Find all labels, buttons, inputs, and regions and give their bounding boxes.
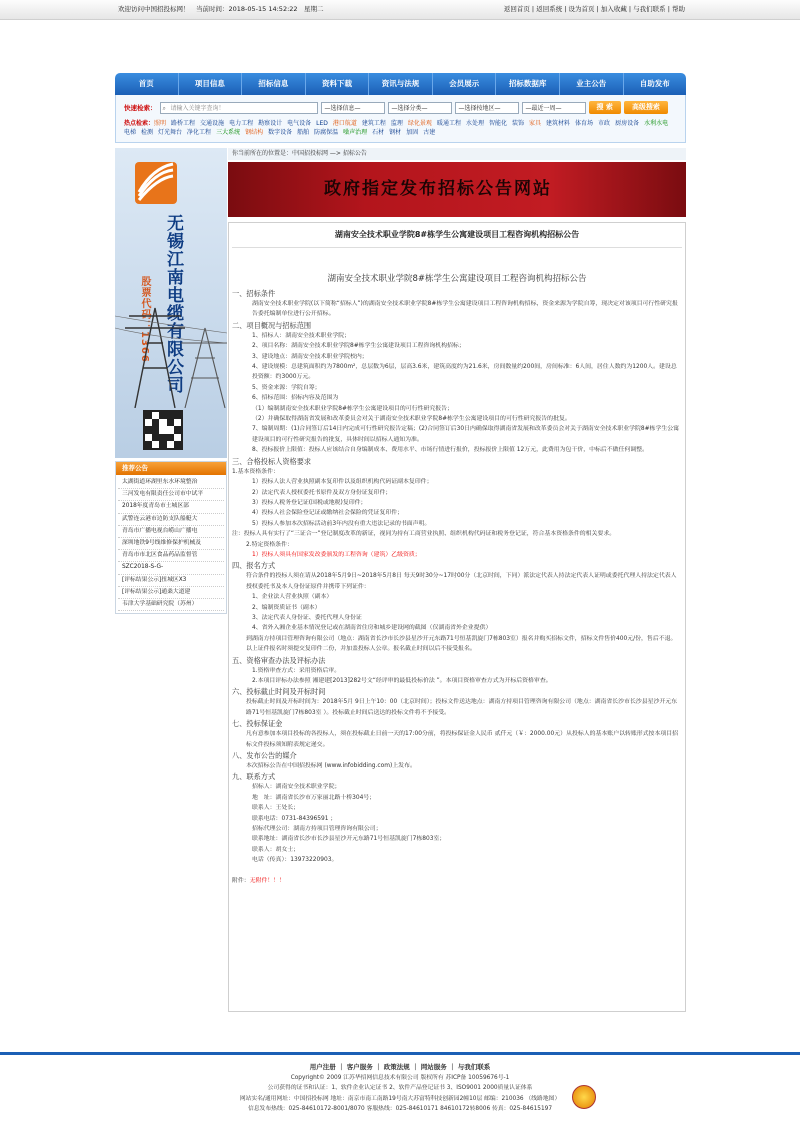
paragraph: 凡有意参加本项目投标的各投标人，须在投标截止日前一天的17:00分前，将投标保证金人民币 贰仟元（￥：2000.00元）从投标人的基本账户以转账形式按本项目招标文件投标须知附表规定递交。 [246,731,678,748]
hot-keyword[interactable]: 电梯 [124,129,137,136]
banner-title: 政府指定发布招标公告网站 [324,179,552,199]
list-item[interactable]: 太湖街道环湖里东水环境整治 [118,477,224,489]
footer-address: 网站实名/通用网址：中国招投标网 地址：南京市南工南路19号南大苏富特科技创新园2幢10层 邮编：210036 （线路地图） [239,1095,561,1102]
link-system[interactable]: 返回系统 [536,5,563,13]
paragraph: 2.特定资格条件： [246,541,293,548]
nav-item[interactable]: 首页 [115,73,179,95]
section-heading: 八、发布公告的媒介 [232,751,297,761]
breadcrumb: 你当前所在的位置是：中国招投标网 —> 招标公告 [228,148,686,160]
hot-keyword[interactable]: 检测 [141,129,154,136]
nav-item[interactable]: 招标信息 [242,73,306,95]
hot-keyword[interactable]: 家具 [529,120,542,127]
hot-keyword[interactable]: 三大系统 [216,129,241,136]
paragraph: 到湖南方持项目管理咨询有限公司（地点：湖南省长沙市长沙县星沙开元东路71号恒基凯旋门7栋803室）报名并购买招标文件，招标文件售价400元/份，售后不退。以上证件报名时须提交复印件二份，并加盖投标人公章。报名截止时间以后不接受报名。 [246,635,677,653]
section-heading: 四、报名方式 [232,561,276,571]
list-item: 3）投标人税务登记证(国税或地税)复印件； [252,499,367,506]
hot-keyword[interactable]: 电气设备 [287,120,312,127]
hot-keyword[interactable]: 加固 [406,129,419,136]
list-item: 5）投标人参加本次招标活动前3年内没有重大违法记录的书面声明。 [252,520,431,527]
welcome-text: 欢迎访问中国招投标网！ 当前时间：2018-05-15 14:52:22 星期二 [118,5,324,13]
hot-keyword[interactable]: 交通设施 [200,120,225,127]
hot-keyword[interactable]: 暖通工程 [436,120,461,127]
hot-keyword[interactable]: 钢材 [389,129,402,136]
hot-keyword[interactable]: 电力工程 [229,120,254,127]
section-list [232,331,682,456]
list-item: 联系人：王处长； [252,805,300,812]
list-item: 联系地址：湖南省长沙市长沙县星沙开元东路71号恒基凯旋门7栋803室； [252,836,446,843]
top-links: 返回首页 | 返回系统 | 设为首页 | 加入收藏 | 与我们联系 | 帮助 [503,5,685,13]
article-body [232,288,682,886]
hot-keyword[interactable]: 灯光舞台 [158,129,183,136]
nav-item[interactable]: 会员展示 [433,73,497,95]
nav-item[interactable]: 业主公告 [560,73,624,95]
footer-hotline: 信息发布热线：025-84610172-8001/8070 客服热线：025-84610171 84610172转8006 传真：025-84615197 [247,1106,553,1113]
hot-keyword[interactable]: 勘察设计 [258,120,283,127]
list-item[interactable]: 深圳地铁9号线维修保护机械及 [118,538,224,550]
section-list [232,592,682,634]
section-heading: 二、项目概况与招标范围 [232,320,312,330]
paragraph: 符合条件的投标人须在请从2018年5月9日~2018年5月8日 每天9时30分~17时00分（北京时间，下同）派法定代表人持法定代表人证明或委托代理人持法定代表人授权委托书及本人身份证原件并携带下列证件： [246,573,677,590]
list-item: 1、企业法人营业执照（副本） [252,594,333,601]
list-item: 1）投标人法人营业执照副本复印件以及组织机构代码证副本复印件； [252,479,433,486]
search-button[interactable]: 搜 索 [589,101,621,114]
list-item[interactable]: 韦津大学基础研究院（苏州） [118,599,224,611]
section-heading: 一、招标条件 [232,289,276,298]
nav-item[interactable]: 资料下载 [306,73,370,95]
top-bar [0,0,800,20]
search-label: 快速检索： [124,104,157,112]
main-nav [115,73,686,95]
list-item: 7、编制周期：(1)合同签订后14日内完成可行性研究报告定稿；(2)合同签订后30日内确保取得湖南省发展和改革委员会对关于湖南安全技术职业学院8#栋学生公寓建设项目的可行性研究报告的批复，具体时间以招标人通知为准。 [252,426,680,443]
select-category[interactable]: —选择分类— [388,102,452,114]
advanced-search-button[interactable]: 高级搜索 [624,101,668,114]
hot-keywords [124,119,679,137]
hot-keyword[interactable]: 数字设备 [268,129,293,136]
section-heading: 五、资格审查办法及评标办法 [232,655,326,665]
hot-keyword[interactable]: LED [316,120,328,127]
hot-keyword[interactable]: 水利水电 [644,120,669,127]
hot-keyword[interactable]: 体育场 [575,120,594,127]
recommended-list [116,475,226,613]
link-help[interactable]: 帮助 [672,5,685,13]
police-badge-icon[interactable] [572,1085,596,1109]
nav-item[interactable]: 自助发布 [639,79,670,88]
list-item: （2）并确保取得湖南省发展和改革委员会对关于湖南安全技术职业学院8#栋学生公寓建设项目的可行性研究报告的批复。 [252,416,571,423]
article-subtitle: 湖南安全技术职业学院8#栋学生公寓建设项目工程咨询机构招标公告 [327,274,587,284]
link-contact[interactable]: 与我们联系 [633,5,666,13]
list-item: 5、资金来源：学院自筹； [252,384,321,391]
footer [0,1062,800,1115]
hot-keyword[interactable]: 绿化景观 [407,120,432,127]
list-item: 2、编制资质证书（副本） [252,604,321,611]
hot-keyword[interactable]: 防腐保温 [314,129,339,136]
list-item: 4）投标人社会保险登记证或缴纳社会保险的凭证复印件； [252,510,404,517]
list-item: 1、招标人：湖南安全技术职业学院； [252,332,350,339]
list-item[interactable]: SZC2018-S-G- [118,562,224,574]
link-set-home[interactable]: 设为首页 [568,5,595,13]
company-logo [135,162,177,204]
nav-item[interactable]: 招标数据库 [496,73,560,95]
paragraph: 投标截止时间及开标时间为：2018年5月 9日上午10：00（北京时间）；投标文件送达地点：湖南方持项目管理咨询有限公司（地点：湖南省长沙市长沙县星沙开元东路71号恒基凯旋门7栋803室 ）。投标截止时间后送达的投标文件将不予接受。 [246,699,678,716]
section-heading: 三、合格投标人资格要求 [232,456,312,466]
footer-copyright: Copyright© 2009 江苏华招网信息技术有限公司 版权所有 苏ICP备 10059676号-1 [290,1074,510,1081]
select-region[interactable]: —选择按地区— [455,102,519,114]
recommended-title: 推荐公告 [116,462,226,475]
footer-links[interactable]: 用户注册 ｜ 客户服务 ｜ 政策法规 ｜ 网站服务 ｜ 与我们联系 [309,1063,491,1071]
search-panel [115,95,686,143]
paragraph: 1.基本资格条件： [232,468,279,475]
list-item[interactable]: 青岛市广播电视台崂山广播电 [118,526,224,538]
list-item: （1）编制湖南安全技术职业学院8#栋学生公寓建设项目的可行性研究报告； [252,405,453,412]
list-item: 联系人：胡女士； [252,846,300,853]
hot-keyword[interactable]: 船舶 [297,129,310,136]
hot-keyword[interactable]: 古建 [423,129,436,136]
list-item: 4、建设规模：总建筑面积约为7800m²，总层数为6层，层高3.6米，建筑高度约为21.6米，房间数量约200间，房间标准：6人间，居住人数约为1200人。建设总投资额：约3000万元。 [252,364,677,381]
list-item: 电话（传真）：13973220903。 [252,857,338,864]
footer-divider [0,1052,800,1055]
list-item[interactable]: [评标结果公示]扭城区X3 [118,575,224,587]
list-item[interactable]: 三河发电有限责任公司市中试平 [118,489,224,501]
article [228,222,686,1012]
list-item: 4、省外入湘企业基本情况登记或在湖南省住房和城乡建设网的截图（仅湖南省外企业提供） [252,625,492,632]
list-item[interactable]: 青岛市市北区食品药品监督管 [118,550,224,562]
hot-keyword[interactable]: 装饰 [511,120,524,127]
hot-keyword[interactable]: 水处理 [465,120,484,127]
list-item: 2、项目名称：湖南安全技术职业学院8#栋学生公寓建设项目工程咨询机构招标； [252,343,465,350]
hot-keyword[interactable]: 港口航道 [332,120,357,127]
list-item: 招标人：湖南安全技术职业学院； [252,784,341,791]
power-tower-image [115,298,227,408]
search-icon: ⌕ [162,104,166,112]
recommended-panel [115,461,227,614]
section-heading: 九、联系方式 [232,772,276,782]
nav-item[interactable]: 资讯与法规 [369,73,433,95]
hot-keyword[interactable]: 钢结构 [245,129,264,136]
section-list [232,666,682,687]
paragraph: 1）投标人须具有国家发改委颁发的工程咨询（建筑）乙级资质； [252,551,421,558]
sidebar [115,148,227,614]
hot-keyword[interactable]: 石材 [372,129,385,136]
link-favorite[interactable]: 加入收藏 [600,5,627,13]
hot-keyword[interactable]: 净化工程 [187,129,212,136]
list-item: 8、投标报价上限值：投标人应该结合自身编制成本、费用水平、市场行情进行报价，投标报价上限值 12万元，此费用为包干价，中标后不做任何调整。 [252,447,649,454]
hot-keyword[interactable]: 建筑材料 [546,120,571,127]
red-banner [228,162,686,217]
hot-keyword[interactable]: 建筑工程 [361,120,386,127]
nav-item[interactable]: 项目信息 [179,73,243,95]
section-heading: 六、投标截止时间及开标时间 [232,687,326,697]
section-list [232,477,682,529]
select-period[interactable]: —最近一周— [522,102,586,114]
list-item: 招标代理公司：湖南方持项目管理咨询有限公司； [252,826,382,833]
section-heading: 七、投标保证金 [232,719,283,729]
list-item: 联系电话：0731-84396591 ； [252,815,337,822]
list-item: 地 址：湖南省长沙市万家丽北路十桥304号； [252,794,376,801]
hot-label: 热点检索： [124,120,155,127]
ad-company-name: 无锡江南电缆有限公司 [163,214,183,394]
list-item: 1.资格审查方式：采用资格后审。 [252,667,341,674]
list-item[interactable]: [评标结果公示]通桑大道建 [118,587,224,599]
attachment-line: 附件：无附件！！！ [232,877,286,884]
hot-keyword[interactable]: 照明 [154,120,167,127]
hot-keyword[interactable]: 智能化 [488,120,507,127]
qr-code [143,410,183,450]
select-info-type[interactable]: —选择信息— [321,102,385,114]
paragraph: 本次招标公告在中国招投标网 (www.infobidding.com)上发布。 [246,763,416,770]
hot-keyword[interactable]: 噪声治理 [343,129,368,136]
link-home[interactable]: 返回首页 [503,5,530,13]
main-content [228,148,686,1012]
page-title: 湖南安全技术职业学院8#栋学生公寓建设项目工程咨询机构招标公告 [232,223,682,248]
hot-keyword[interactable]: 市政 [598,120,611,127]
hot-keyword[interactable]: 厨房设备 [615,120,640,127]
ad-stock-code: 股票代码：1366 [139,276,150,363]
list-item: 3、法定代表人身份证、委托代理人身份证 [252,614,362,621]
list-item: 3、建设地点：湖南安全技术职业学院校内； [252,353,368,360]
search-input[interactable]: ⌕ 请输入关键字查询！ [160,102,318,114]
list-item: 2.本项目评标办法参照 湘建建[2013]282号文“经评审的最低投标价法 ”。本项目资格审查方式为开标后资格审查。 [252,678,552,684]
advert-banner[interactable] [115,148,227,458]
list-item[interactable]: 2018年度青岛市土城区部 [118,501,224,513]
list-item[interactable]: 武警连云港市边防支队船艇大 [118,514,224,526]
paragraph: 湖南安全技术职业学院(以下简称“招标人”)的湖南安全技术职业学院8#栋学生公寓建设项目工程咨询机构招标，资金来源为学院自筹，现决定对该项目可行性研究报告委托编制单位进行公开招标。 [252,301,678,318]
list-item: 2）法定代表人授权委托书原件及双方身份证复印件； [252,489,392,496]
section-list [232,782,682,865]
hot-keyword[interactable]: 监理 [390,120,403,127]
list-item: 6、招标范围：招标内容及范围为 [252,395,339,402]
paragraph: 注：投标人具有实行了“三证合一”登记制度改革的新证，视同为持有工商营业执照、组织机构代码证和税务登记证，符合基本资格条件的相关要求。 [232,531,616,538]
hot-keyword[interactable]: 路桥工程 [171,120,196,127]
footer-certs: 公司获得的证书和认证：1、软件企业认定证书 2、软件产品登记证书 3、ISO9001 2000质量认证体系 [267,1085,533,1092]
